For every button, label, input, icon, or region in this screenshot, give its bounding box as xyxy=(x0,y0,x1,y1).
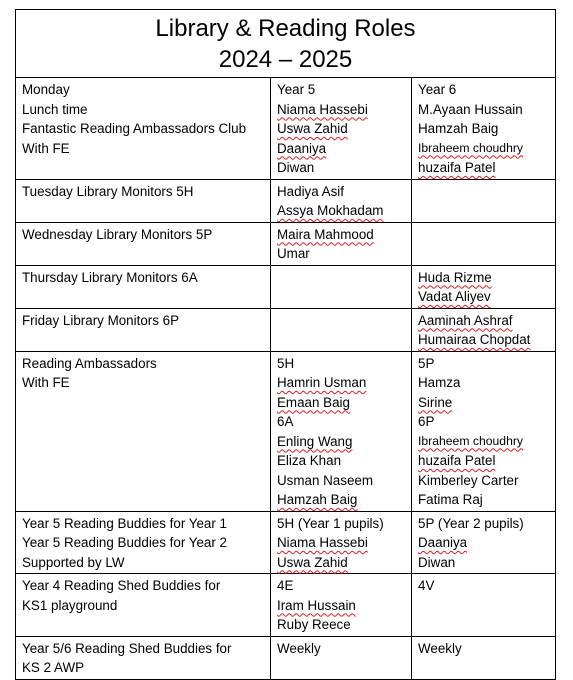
title-line-2: 2024 – 2025 xyxy=(218,46,353,73)
year5-cell xyxy=(271,78,412,180)
role-cell xyxy=(16,222,271,265)
frequency-text: Weekly xyxy=(418,640,462,656)
class-label: 4V xyxy=(418,578,435,593)
pupil-name: Emaan Baig xyxy=(277,394,350,410)
cell-text: Year 5 xyxy=(277,82,316,97)
pupil-name: Iram Hussain xyxy=(277,597,356,613)
role-text: Friday Library Monitors 6P xyxy=(22,312,180,328)
pupil-name: Hamza xyxy=(418,375,461,390)
year5-cell xyxy=(271,574,412,637)
pupil-name: Uswa Zahid xyxy=(277,121,348,136)
pupil-name: M.Ayaan Hussain xyxy=(418,101,523,117)
year6-cell xyxy=(412,574,556,637)
title-row xyxy=(16,10,556,78)
pupil-name: Maira Mahmood xyxy=(277,226,374,242)
year5-cell xyxy=(271,636,412,679)
year5-cell xyxy=(271,308,412,351)
role-text: KS1 playground xyxy=(22,597,118,613)
year5-cell xyxy=(271,179,412,222)
year6-cell xyxy=(412,511,556,574)
table-row xyxy=(16,265,556,308)
year5-cell xyxy=(271,222,412,265)
role-text: Year 5 Reading Buddies for Year 1 xyxy=(22,515,227,531)
pupil-name: Enling Wang xyxy=(277,433,353,449)
pupil-name: Assya Mokhadam xyxy=(277,203,384,218)
year6-cell xyxy=(412,265,556,308)
role-text: Reading Ambassadors xyxy=(22,355,157,371)
role-cell xyxy=(16,511,271,574)
class-label: 5P xyxy=(418,355,435,371)
pupil-name: Niama Hassebi xyxy=(277,101,368,117)
pupil-name: Daaniya xyxy=(418,535,468,550)
table-row xyxy=(16,574,556,637)
pupil-name: Diwan xyxy=(418,554,456,570)
role-text: Supported by LW xyxy=(22,554,125,570)
role-text: Tuesday Library Monitors 5H xyxy=(22,183,194,199)
role-text: KS 2 AWP xyxy=(22,660,85,675)
role-cell xyxy=(16,636,271,679)
cell-text: Year 6 xyxy=(418,82,457,97)
year5-cell xyxy=(271,265,412,308)
pupil-name: Fatima Raj xyxy=(418,492,483,507)
role-cell xyxy=(16,574,271,637)
frequency-text: Weekly xyxy=(277,640,321,656)
table-row xyxy=(16,351,556,511)
pupil-name: Kimberley Carter xyxy=(418,472,519,488)
role-text: Year 5 Reading Buddies for Year 2 xyxy=(22,535,227,550)
class-label: 5P (Year 2 pupils) xyxy=(418,515,524,531)
table-row xyxy=(16,179,556,222)
pupil-name: huzaifa Patel xyxy=(418,160,496,175)
role-cell xyxy=(16,265,271,308)
year6-cell xyxy=(412,351,556,511)
library-reading-roles-table xyxy=(15,9,556,680)
pupil-name: Ibraheem choudhry xyxy=(418,140,524,155)
role-text: With FE xyxy=(22,375,70,390)
table-row xyxy=(16,78,556,180)
pupil-name: Umar xyxy=(277,246,310,261)
year6-cell xyxy=(412,636,556,679)
pupil-name: Uswa Zahid xyxy=(277,554,348,570)
page-title xyxy=(16,10,556,78)
table-row xyxy=(16,308,556,351)
class-label: 6A xyxy=(277,414,294,429)
pupil-name: Niama Hassebi xyxy=(277,535,368,550)
role-text: Year 5/6 Reading Shed Buddies for xyxy=(22,640,232,656)
pupil-name: Ibraheem choudhry xyxy=(418,433,524,448)
title-line-1: Library & Reading Roles xyxy=(155,15,416,42)
table-row xyxy=(16,222,556,265)
role-cell xyxy=(16,78,271,180)
role-text: Year 4 Reading Shed Buddies for xyxy=(22,578,221,593)
pupil-name: Huda Rizme xyxy=(418,269,492,285)
year6-cell xyxy=(412,308,556,351)
pupil-name: Hamzah Baig xyxy=(277,492,358,507)
table-row xyxy=(16,511,556,574)
role-text: With FE xyxy=(22,140,70,156)
year6-cell xyxy=(412,222,556,265)
pupil-name: Sirine xyxy=(418,394,453,410)
class-label: 6P xyxy=(418,414,435,429)
pupil-name: Daaniya xyxy=(277,140,327,156)
pupil-name: Vadat Aliyev xyxy=(418,289,491,304)
year6-cell xyxy=(412,179,556,222)
pupil-name: Hadiya Asif xyxy=(277,183,344,199)
pupil-name: Hamzah Baig xyxy=(418,121,499,136)
role-cell xyxy=(16,179,271,222)
year5-cell xyxy=(271,511,412,574)
role-text: Lunch time xyxy=(22,101,88,117)
pupil-name: Humairaa Chopdat xyxy=(418,332,531,347)
role-text: Fantastic Reading Ambassadors Club xyxy=(22,121,247,136)
class-label: 4E xyxy=(277,578,294,593)
role-text: Thursday Library Monitors 6A xyxy=(22,269,198,285)
pupil-name: huzaifa Patel xyxy=(418,453,496,468)
pupil-name: Ruby Reece xyxy=(277,617,351,632)
role-cell xyxy=(16,308,271,351)
pupil-name: Usman Naseem xyxy=(277,472,373,488)
pupil-name: Diwan xyxy=(277,160,315,175)
role-cell xyxy=(16,351,271,511)
pupil-name: Hamrin Usman xyxy=(277,375,367,390)
class-label: 5H (Year 1 pupils) xyxy=(277,515,384,531)
year5-cell xyxy=(271,351,412,511)
role-text: Monday xyxy=(22,82,70,97)
table-row xyxy=(16,636,556,679)
class-label: 5H xyxy=(277,355,295,371)
pupil-name: Eliza Khan xyxy=(277,453,342,468)
year6-cell xyxy=(412,78,556,180)
role-text: Wednesday Library Monitors 5P xyxy=(22,226,213,242)
pupil-name: Aaminah Ashraf xyxy=(418,312,513,328)
